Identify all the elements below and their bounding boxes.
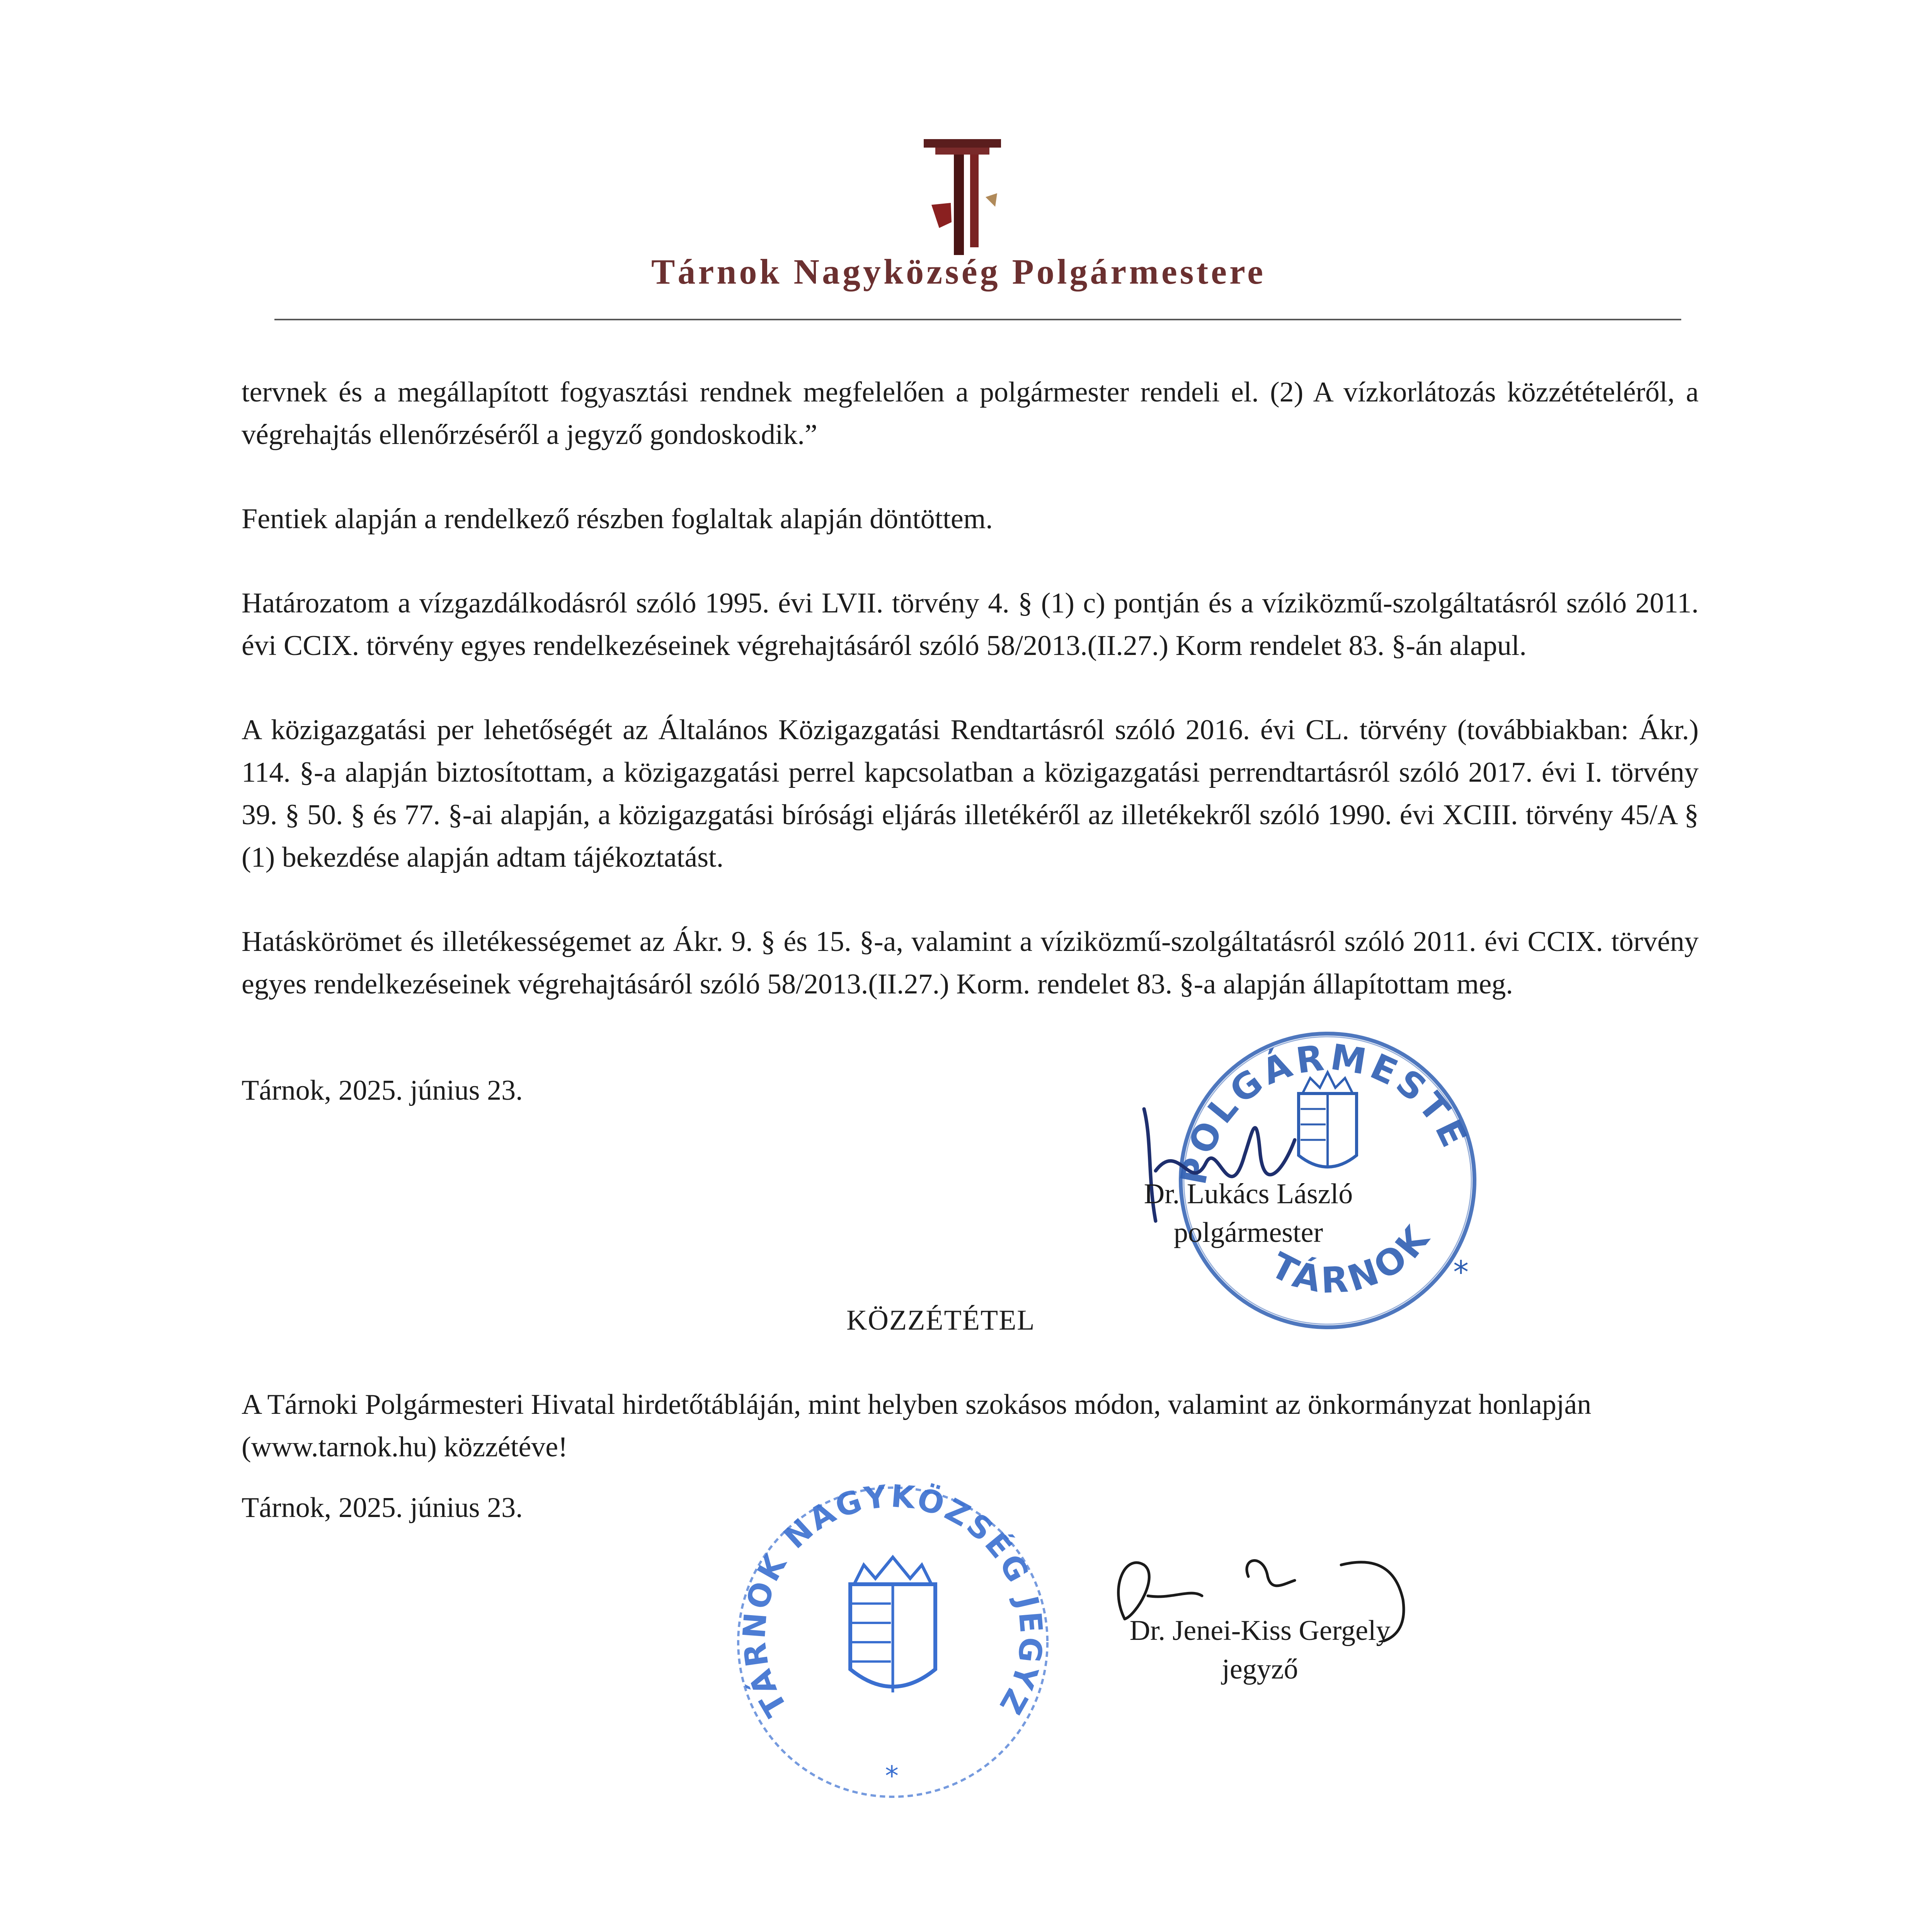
page-title: Tárnok Nagyközség Polgármestere [651, 252, 1266, 291]
paragraph: A közigazgatási per lehetőségét az Általános Közigazgatási Rendtartásról szóló 2016. évi CL. törvény (továbbiakban: Ákr.) 114. §-a alapján biztosítottam, a közigazgatási perrel kapcsolatban a közigazgatási perrendtartásról szóló 2017. évi I. törvény 39. § 50. § és 77. §-ai alapján, a közigazgatási bírósági eljárás illetékéről az illetékekről szóló 1990. évi XCIII. törvény 45/A § (1) bekezdése alapján adtam tájékoztatást. [242, 714, 1699, 873]
clerk-signature-block [1098, 1611, 1422, 1689]
mayor-name: Dr. Lukács László [1144, 1178, 1353, 1210]
publication-date: Tárnok, 2025. június 23. [242, 1492, 523, 1524]
svg-text:*: * [885, 1760, 899, 1792]
decision-date: Tárnok, 2025. június 23. [242, 1075, 523, 1106]
paragraph: Határozatom a vízgazdálkodásról szóló 1995. évi LVII. törvény 4. § (1) c) pontján és a víziközmű-szolgáltatásról szóló 2011. évi CCIX. törvény egyes rendelkezéseinek végrehajtásáról szóló 58/2013.(II.27.) Korm rendelet 83. §-án alapul. [242, 587, 1699, 662]
mayor-role: polgármester [1173, 1217, 1323, 1248]
section-title: KÖZZÉTÉTEL [846, 1304, 1035, 1336]
paragraph: Fentiek alapján a rendelkező részben foglaltak alapján döntöttem. [242, 503, 993, 535]
mayor-signature-block [1105, 1175, 1391, 1252]
paragraph: Hatáskörömet és illetékességemet az Ákr. 9. § és 15. §-a, valamint a víziközmű-szolgáltatásról szóló 2011. évi CCIX. törvény egyes rendelkezéseinek végrehajtásáról szóló 58/2013.(II.27.) Korm. rendelet 83. §-a alapján állapítottam meg. [242, 926, 1699, 1000]
document-body [242, 371, 1699, 1047]
publication-text: A Tárnoki Polgármesteri Hivatal hirdetőtábláján, mint helyben szokásos módon, valamint az önkormányzat honlapján (www.tarnok.hu) közzétéve! [242, 1389, 1592, 1463]
clerk-name: Dr. Jenei-Kiss Gergely [1129, 1615, 1391, 1646]
paragraph: tervnek és a megállapított fogyasztási rendnek megfelelően a polgármester rendeli el. (2) A vízkorlátozás közzétételéről, a végrehajtás ellenőrzéséről a jegyző gondoskodik.” [242, 376, 1699, 451]
svg-text:*: * [1453, 1254, 1469, 1290]
clerk-role: jegyző [1222, 1653, 1298, 1685]
clerk-stamp-text: TÁRNOK NAGYKÖZSÉG JEGYZ [736, 1478, 1050, 1723]
clerk-round-stamp-icon [719, 1468, 1067, 1816]
header-divider [274, 319, 1681, 320]
tarnok-coat-of-arms-icon [908, 139, 1024, 263]
stamp-text-top: POLGÁRMESTE [1173, 1036, 1477, 1188]
stamp-text-bottom: TÁRNOK [1264, 1216, 1439, 1301]
